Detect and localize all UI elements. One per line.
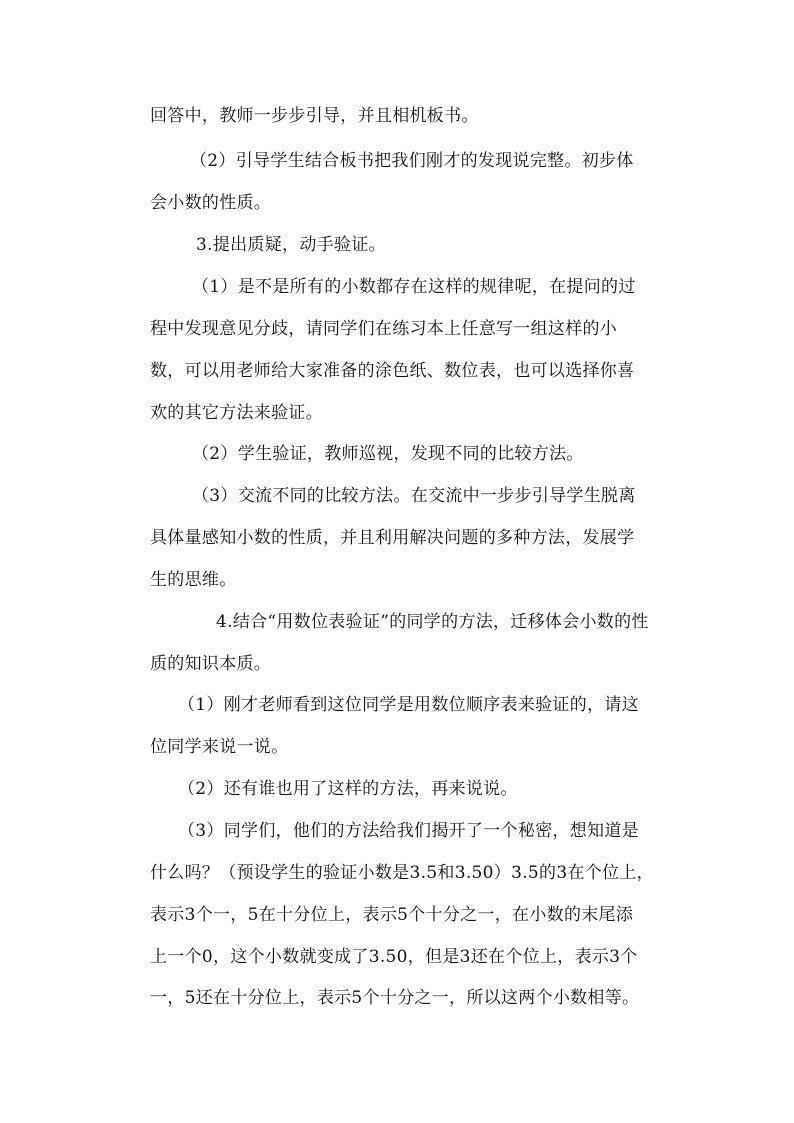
text-line: 质的知识本质。 bbox=[150, 654, 272, 674]
text-line: 生的思维。 bbox=[150, 570, 237, 590]
text-line: （2）学生验证，教师巡视，发现不同的比较方法。 bbox=[192, 444, 584, 464]
text-line: （2）还有谁也用了这样的方法，再来说说。 bbox=[178, 779, 518, 799]
text-line: （1）刚才老师看到这位同学是用数位顺序表来验证的，请这 bbox=[178, 695, 639, 715]
text-line: 欢的其它方法来验证。 bbox=[150, 403, 323, 423]
text-line: 回答中，教师一步步引导，并且相机板书。 bbox=[150, 106, 479, 126]
text-line: 程中发现意见分歧，请同学们在练习本上任意写一组这样的小 bbox=[150, 319, 618, 339]
text-line: 什么吗？（预设学生的验证小数是3.5和3.50）3.5的3在个位上， bbox=[150, 863, 654, 883]
text-line: （1）是不是所有的小数都存在这样的规律呢，在提问的过 bbox=[192, 277, 636, 297]
text-line: （3）同学们，他们的方法给我们揭开了一个秘密，想知道是 bbox=[178, 821, 639, 841]
text-line: （3）交流不同的比较方法。在交流中一步步引导学生脱离 bbox=[192, 486, 636, 506]
text-line: 3.提出质疑，动手验证。 bbox=[196, 235, 386, 255]
text-line: 一，5还在十分位上，表示5个十分之一，所以这两个小数相等。 bbox=[150, 988, 640, 1008]
text-line: 数，可以用老师给大家准备的涂色纸、数位表，也可以选择你喜 bbox=[150, 361, 635, 381]
text-line: 会小数的性质。 bbox=[150, 193, 272, 213]
text-line: 具体量感知小数的性质，并且利用解决问题的多种方法，发展学 bbox=[150, 528, 635, 548]
text-line: （2）引导学生结合板书把我们刚才的发现说完整。初步体 bbox=[190, 151, 634, 171]
text-line: 上一个0，这个小数就变成了3.50，但是3还在个位上，表示3个 bbox=[150, 947, 638, 967]
text-line: 位同学来说一说。 bbox=[150, 737, 289, 757]
text-line: 表示3个一，5在十分位上，表示5个十分之一，在小数的末尾添 bbox=[150, 905, 634, 925]
text-line: 4.结合“用数位表验证”的同学的方法，迁移体会小数的性 bbox=[216, 612, 649, 632]
